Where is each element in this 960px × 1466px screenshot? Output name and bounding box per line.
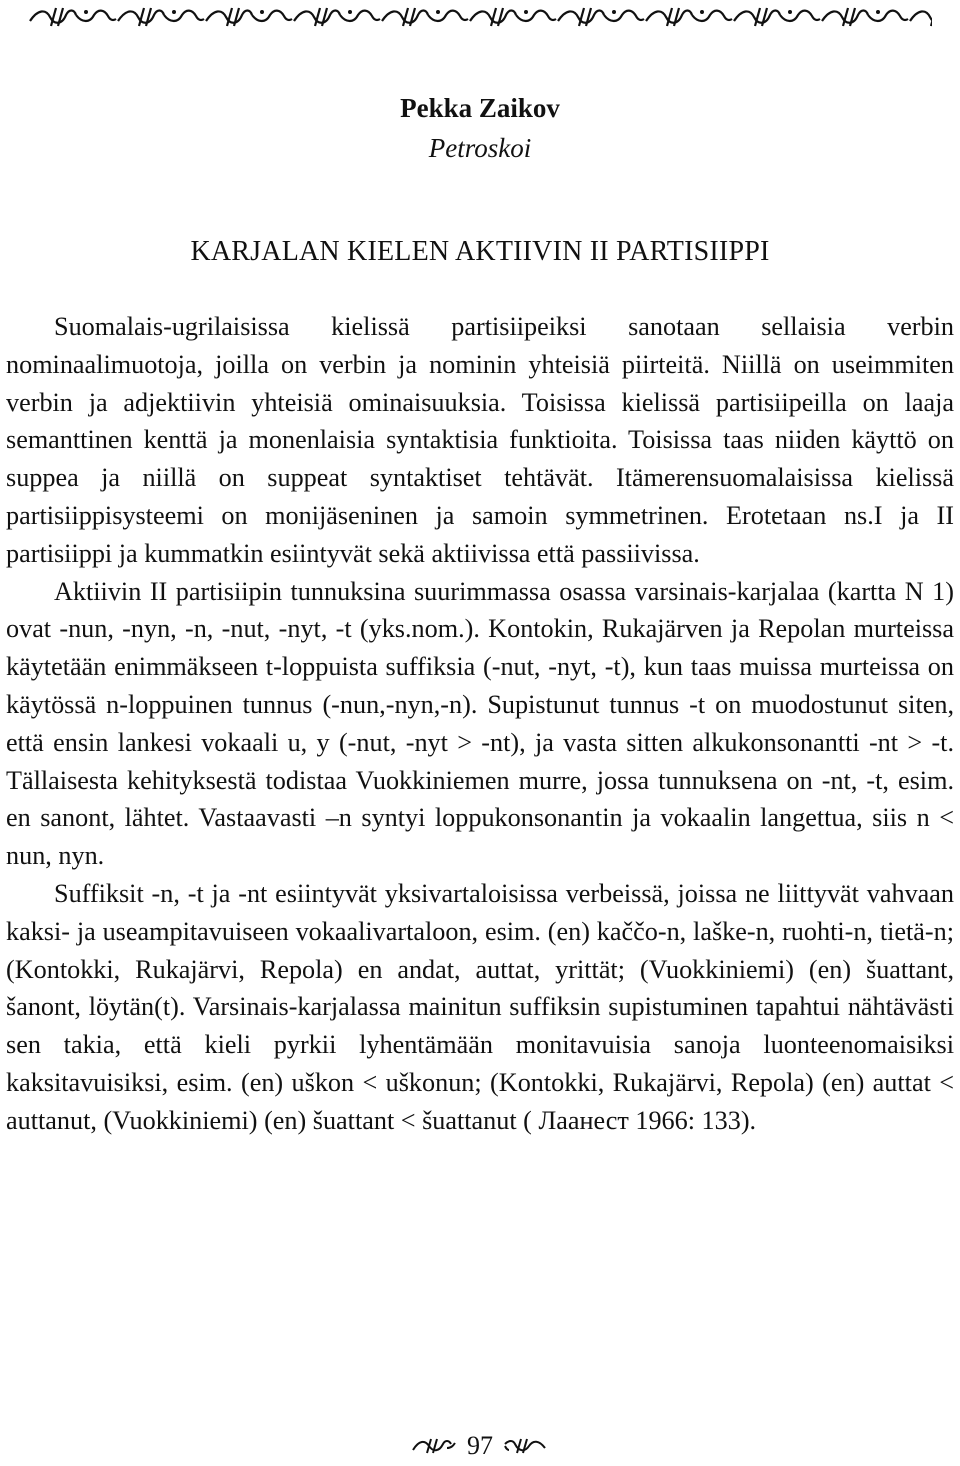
paragraph-3: Suffiksit -n, -t ja -nt esiintyvät yksivartaloisissa verbeissä, joissa ne liittyvät vahvaan kaksi- ja useampitavuiseen vokaalivartaloon, esim. (en) kaččo-n, laške-n, ruohti-n, tietä-n; (Kontokki, Rukajärvi, Repola) en andat, auttat, yrittät; (Vuokkiniemi) (en) šuattant, šanont, löytän(t). Varsinais-karjalassa mainitun suffiksin supistuminen tapahtui nähtävästi sen takia, että kieli pyrkii lyhentämään monitavuisia sanoja luonteenomaisiksi kaksitavuisiksi, esim. (en) uškon < uškonun; (Kontokki, Rukajärvi, Repola) (en) auttat < auttanut, (Vuokkiniemi) (en) šuattant < šuattanut ( Лаанест 1966: 133).: [6, 878, 954, 1135]
decorative-top-border: [28, 6, 932, 28]
author-affiliation: Petroskoi: [428, 133, 532, 163]
author-name: Pekka Zaikov: [400, 93, 560, 123]
right-flourish-icon: [503, 1436, 549, 1456]
paragraph-1: Suomalais-ugrilaisissa kielissä partisiipeiksi sanotaan sellaisia verbin nominaalimuotoja, joilla on verbin ja nominin yhteisiä piirteitä. Niillä on useimmiten verbin ja adjektiivin yhteisiä ominaisuuksia. Toisissa kielissä partisiipeilla on laaja semanttinen kenttä ja monenlaisia syntaktisia funktioita. Toisissa taas niiden käyttö on suppea ja niillä on suppeat syntaktiset tehtävät. Itämerensuomalaisissa kielissä partisiippisysteemi on monijäseninen ja samoin symmetrinen. Erotetaan ns.I ja II partisiippi ja kummatkin esiintyvät sekä aktiivissa että passiivissa.: [6, 312, 954, 568]
article-body: [6, 308, 954, 1140]
author-block: [0, 88, 960, 168]
left-flourish-icon: [411, 1436, 457, 1456]
page-number: 97: [467, 1431, 493, 1460]
page-footer: [0, 1428, 960, 1464]
ornament-border-icon: [28, 6, 932, 28]
article-title: KARJALAN KIELEN AKTIIVIN II PARTISIIPPI: [190, 236, 770, 267]
paragraph-2: Aktiivin II partisiipin tunnuksina suurimmassa osassa varsinais-karjalaa (kartta N 1) ovat -nun, -nyn, -n, -nut, -nyt, -t (yks.nom.). Kontokin, Rukajärven ja Repolan murteissa käytetään enimmäkseen t-loppuista suffiksia (-nut, -nyt, -t), kun taas muissa murteissa on käytössä n-loppuinen tunnus (-nun,-nyn,-n). Supistunut tunnus -t on muodostunut siten, että ensin lankesi vokaali u, y (-nut, -nyt > -nt), ja vasta sitten alkukonsonantti -nt > -t. Tällaisesta kehityksestä todistaa Vuokkiniemen murre, jossa tunnuksena on -nt, -t, esim. en sanont, lähtet. Vastaavasti –n syntyi loppukonsonantin ja vokaalin langettua, siis n < nun, nyn.: [6, 576, 954, 871]
